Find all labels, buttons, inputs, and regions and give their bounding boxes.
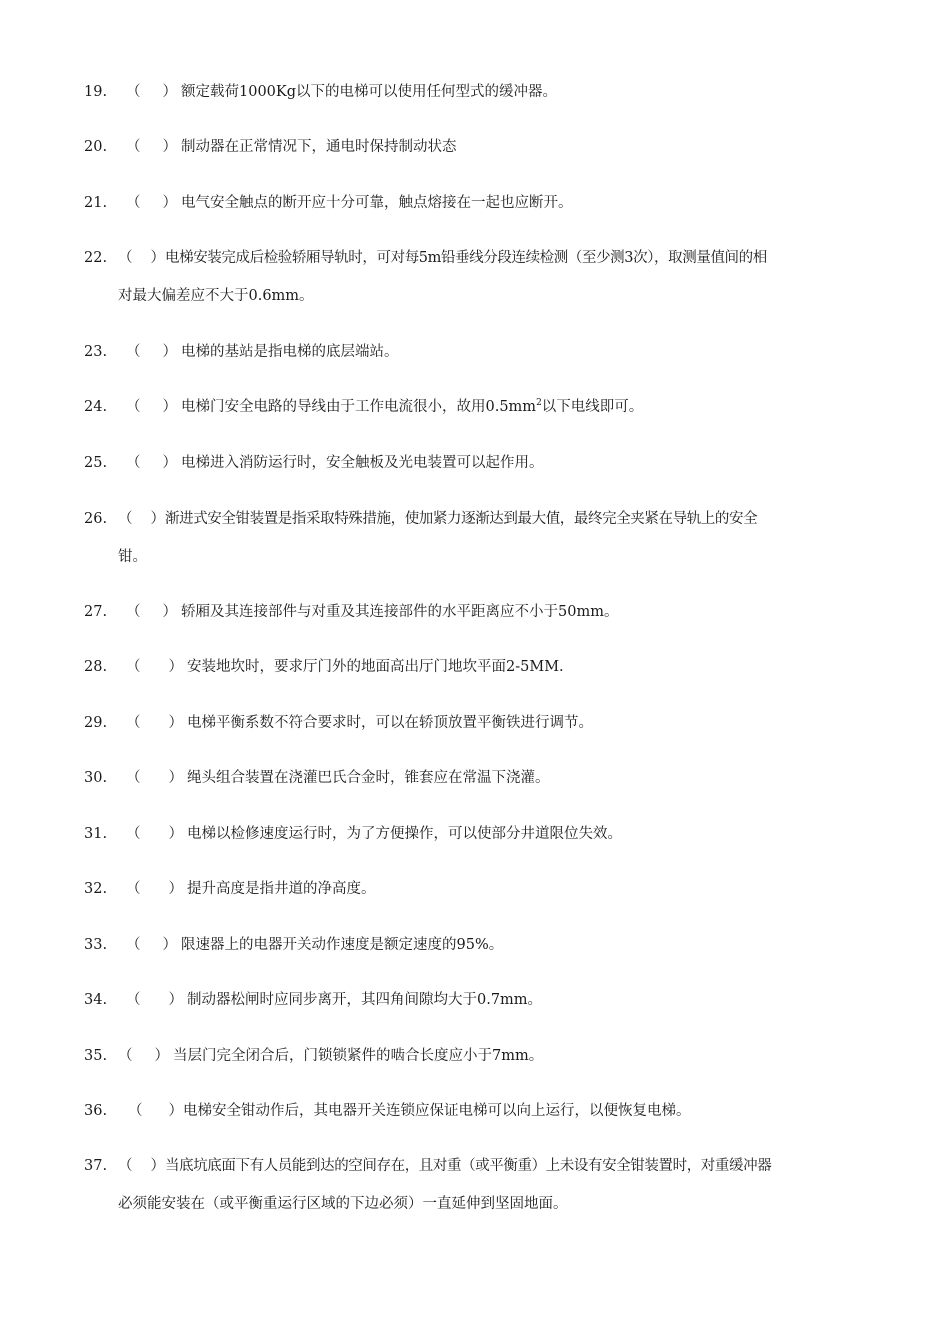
question-text: 电梯平衡系数不符合要求时，可以在轿顶放置平衡铁进行调节。 bbox=[187, 715, 593, 731]
answer-blank-close: ） bbox=[162, 84, 177, 100]
question-20 bbox=[84, 128, 874, 166]
question-number: 34. bbox=[84, 992, 108, 1008]
question-number: 25. bbox=[84, 455, 108, 471]
question-number: 22. bbox=[84, 250, 108, 266]
answer-blank-open: （ bbox=[126, 139, 141, 155]
question-27 bbox=[84, 593, 874, 631]
question-number: 35. bbox=[84, 1048, 108, 1064]
question-22 bbox=[84, 239, 874, 315]
question-26 bbox=[84, 500, 874, 576]
answer-blank-open: （ bbox=[126, 770, 141, 786]
question-number: 19. bbox=[84, 84, 108, 100]
question-36 bbox=[84, 1092, 874, 1130]
question-text: 当底坑底面下有人员能到达的空间存在，且对重（或平衡重）上未设有安全钳装置时，对重缓冲器 bbox=[165, 1158, 772, 1174]
question-text: 电气安全触点的断开应十分可靠，触点熔接在一起也应断开。 bbox=[181, 195, 573, 211]
question-number: 26. bbox=[84, 511, 108, 527]
question-text: 提升高度是指井道的净高度。 bbox=[187, 881, 376, 897]
answer-blank-open: （ bbox=[118, 1048, 133, 1064]
question-21 bbox=[84, 184, 874, 222]
question-24 bbox=[84, 388, 874, 426]
question-31 bbox=[84, 815, 874, 853]
answer-blank-close: ） bbox=[162, 604, 177, 620]
question-30 bbox=[84, 759, 874, 797]
question-number: 31. bbox=[84, 826, 108, 842]
answer-blank-close: ） bbox=[150, 250, 165, 266]
question-text-continued: 必须能安装在（或平衡重运行区域的下边必须）一直延伸到坚固地面。 bbox=[118, 1196, 568, 1212]
question-number: 33. bbox=[84, 937, 108, 953]
question-text: 渐进式安全钳装置是指采取特殊措施，使加紧力逐渐达到最大值，最终完全夹紧在导轨上的安全 bbox=[165, 511, 758, 527]
question-text: 绳头组合装置在浇灌巴氏合金时，锥套应在常温下浇灌。 bbox=[187, 770, 550, 786]
answer-blank-close: ） bbox=[162, 399, 177, 415]
question-number: 29. bbox=[84, 715, 108, 731]
question-text: 额定载荷1000Kg以下的电梯可以使用任何型式的缓冲器。 bbox=[181, 84, 558, 100]
answer-blank-open: （ bbox=[126, 84, 141, 100]
question-number: 32. bbox=[84, 881, 108, 897]
answer-blank-open: （ bbox=[126, 455, 141, 471]
question-29 bbox=[84, 704, 874, 742]
answer-blank-open: （ bbox=[126, 992, 141, 1008]
answer-blank-open: （ bbox=[126, 604, 141, 620]
question-text: 安装地坎时，要求厅门外的地面高出厅门地坎平面2-5MM. bbox=[187, 659, 564, 675]
question-text: 制动器在正常情况下，通电时保持制动状态 bbox=[181, 139, 457, 155]
answer-blank-open: （ bbox=[118, 511, 133, 527]
answer-blank-close: ） bbox=[168, 659, 183, 675]
question-text: 限速器上的电器开关动作速度是额定速度的95%。 bbox=[181, 937, 504, 953]
question-text-continued: 钳。 bbox=[118, 549, 147, 565]
question-text: 当层门完全闭合后，门锁锁紧件的啮合长度应小于7mm。 bbox=[173, 1048, 544, 1064]
answer-blank-close: ） bbox=[162, 139, 177, 155]
question-text-continued: 对最大偏差应不大于0.6mm。 bbox=[118, 288, 314, 304]
question-25 bbox=[84, 444, 874, 482]
question-text: 电梯门安全电路的导线由于工作电流很小，故用0.5mm bbox=[181, 399, 537, 415]
question-number: 36. bbox=[84, 1103, 108, 1119]
answer-blank-close: ） bbox=[154, 1048, 169, 1064]
answer-blank-open: （ bbox=[128, 1103, 143, 1119]
question-number: 27. bbox=[84, 604, 108, 620]
answer-blank-open: （ bbox=[126, 881, 141, 897]
answer-blank-close: ） bbox=[162, 455, 177, 471]
answer-blank-close: ） bbox=[168, 715, 183, 731]
question-23 bbox=[84, 333, 874, 371]
superscript: 2 bbox=[536, 398, 542, 409]
question-35 bbox=[84, 1037, 874, 1075]
question-32 bbox=[84, 870, 874, 908]
question-text: 轿厢及其连接部件与对重及其连接部件的水平距离应不小于50mm。 bbox=[181, 604, 619, 620]
answer-blank-close: ） bbox=[150, 1158, 165, 1174]
answer-blank-close: ） bbox=[168, 826, 183, 842]
question-text: 制动器松闸时应同步离开，其四角间隙均大于0.7mm。 bbox=[187, 992, 543, 1008]
answer-blank-close: ） bbox=[150, 511, 165, 527]
question-number: 24. bbox=[84, 399, 108, 415]
question-33 bbox=[84, 926, 874, 964]
answer-blank-open: （ bbox=[126, 659, 141, 675]
answer-blank-open: （ bbox=[118, 250, 133, 266]
answer-blank-close: ） bbox=[168, 992, 183, 1008]
answer-blank-close: ） bbox=[162, 344, 177, 360]
answer-blank-open: （ bbox=[118, 1158, 133, 1174]
answer-blank-open: （ bbox=[126, 937, 141, 953]
answer-blank-close: ） bbox=[162, 937, 177, 953]
answer-blank-open: （ bbox=[126, 195, 141, 211]
answer-blank-open: （ bbox=[126, 399, 141, 415]
question-34 bbox=[84, 981, 874, 1019]
answer-blank-close: ） bbox=[168, 770, 183, 786]
question-text: 电梯的基站是指电梯的底层端站。 bbox=[181, 344, 399, 360]
question-number: 21. bbox=[84, 195, 108, 211]
question-37 bbox=[84, 1147, 874, 1223]
question-text: 电梯安全钳动作后，其电器开关连锁应保证电梯可以向上运行，以便恢复电梯。 bbox=[183, 1103, 691, 1119]
question-text: 电梯以检修速度运行时，为了方便操作，可以使部分井道限位失效。 bbox=[187, 826, 622, 842]
question-text: 电梯安装完成后检验轿厢导轨时，可对每5m铅垂线分段连续检测（至少测3次），取测量值间的相 bbox=[165, 250, 767, 266]
answer-blank-close: ） bbox=[168, 881, 183, 897]
answer-blank-open: （ bbox=[126, 826, 141, 842]
answer-blank-close: ） bbox=[168, 1103, 183, 1119]
question-number: 30. bbox=[84, 770, 108, 786]
question-number: 37. bbox=[84, 1158, 108, 1174]
question-number: 28. bbox=[84, 659, 108, 675]
answer-blank-close: ） bbox=[162, 195, 177, 211]
question-28 bbox=[84, 648, 874, 686]
question-text-after: 以下电线即可。 bbox=[541, 399, 644, 415]
question-number: 20. bbox=[84, 139, 108, 155]
question-number: 23. bbox=[84, 344, 108, 360]
answer-blank-open: （ bbox=[126, 344, 141, 360]
question-19 bbox=[84, 73, 874, 111]
question-text: 电梯进入消防运行时，安全触板及光电装置可以起作用。 bbox=[181, 455, 544, 471]
answer-blank-open: （ bbox=[126, 715, 141, 731]
